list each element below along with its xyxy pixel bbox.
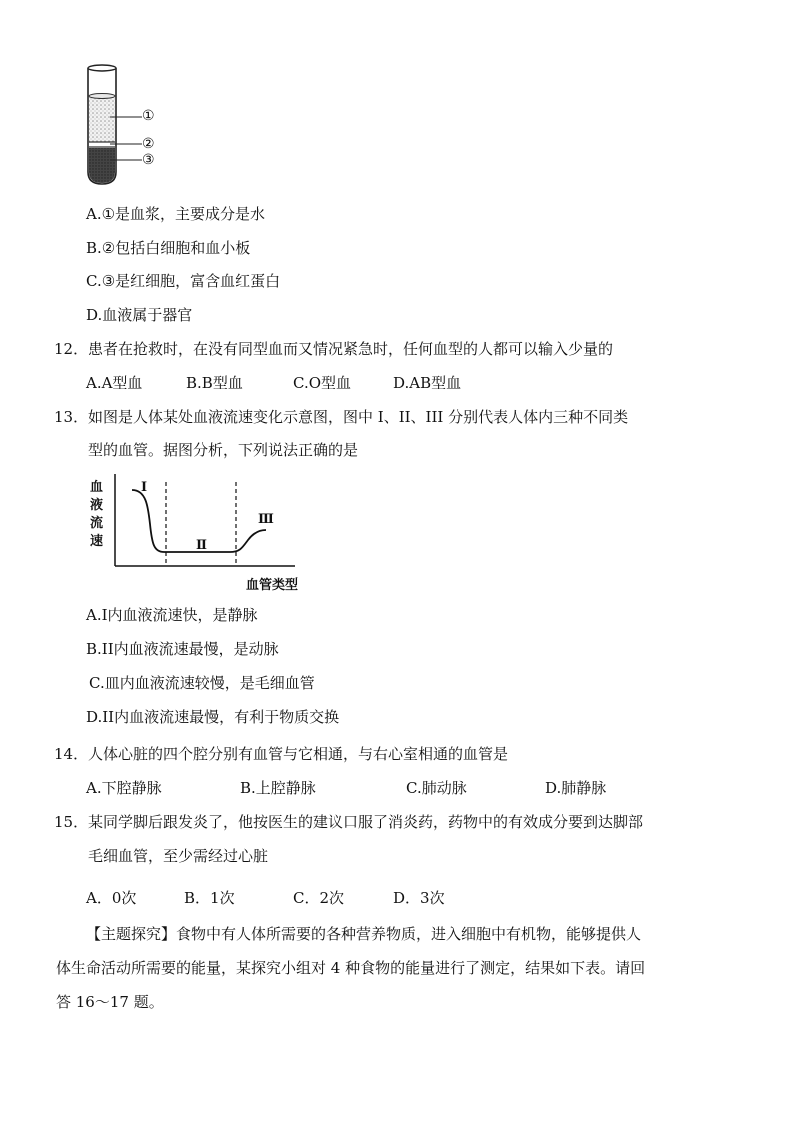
tube-label-2: ② [142, 136, 155, 152]
q11-option-a: A.①是血浆，主要成分是水 [86, 205, 266, 223]
q15-stem-line1: 某同学脚后跟发炎了，他按医生的建议口服了消炎药，药物中的有效成分要到达脚部 [88, 813, 644, 831]
region-label-3: Ⅲ [258, 512, 274, 527]
test-tube-figure [80, 60, 170, 190]
q13-stem-line2: 型的血管。据图分析，下列说法正确的是 [88, 441, 359, 459]
q12-number: 12． [54, 340, 89, 358]
q15-option-b: B．1次 [184, 889, 235, 907]
q13-option-a: A.I内血液流速快，是静脉 [86, 606, 258, 624]
q15-stem-line2: 毛细血管，至少需经过心脏 [88, 847, 269, 865]
q15-number: 15． [54, 813, 89, 831]
q13-option-d: D.II内血液流速最慢，有利于物质交换 [86, 708, 340, 726]
theme-line-1: 【主题探究】食物中有人体所需要的各种营养物质，进入细胞中有机物，能够提供人 [86, 925, 642, 943]
ylabel-char-2: 液 [90, 498, 104, 513]
ylabel-char-4: 速 [90, 534, 104, 549]
q14-number: 14． [54, 745, 89, 763]
q15-option-d: D．3次 [393, 889, 445, 907]
tube-label-1: ① [142, 108, 155, 124]
ylabel-char-3: 流 [90, 516, 104, 531]
tube-label-3: ③ [142, 152, 155, 168]
theme-line-2: 体生命活动所需要的能量，某探究小组对 4 种食物的能量进行了测定，结果如下表。请回 [56, 959, 646, 977]
q14-option-b: B.上腔静脉 [240, 779, 316, 797]
q11-option-b: B.②包括白细胞和血小板 [86, 239, 251, 257]
q13-option-c: C.皿内血液流速较慢，是毛细血管 [89, 674, 315, 692]
q12-option-d: D.AB型血 [393, 374, 462, 392]
q15-option-c: C．2次 [293, 889, 345, 907]
q12-stem: 患者在抢救时，在没有同型血而又情况紧急时，任何血型的人都可以输入少量的 [88, 340, 614, 358]
q11-option-c: C.③是红细胞，富含血红蛋白 [86, 272, 281, 290]
q14-option-d: D.肺静脉 [545, 779, 607, 797]
q12-option-b: B.B型血 [186, 374, 243, 392]
q12-option-a: A.A型血 [86, 374, 143, 392]
q13-stem-line1: 如图是人体某处血液流速变化示意图，图中 I、II、III 分别代表人体内三种不同类 [88, 408, 629, 426]
q11-option-d: D.血液属于器官 [86, 306, 193, 324]
chart-xlabel: 血管类型 [246, 578, 299, 593]
ylabel-char-1: 血 [90, 480, 104, 495]
region-label-2: Ⅱ [196, 538, 207, 553]
q13-number: 13． [54, 408, 89, 426]
region-label-1: I [141, 480, 148, 495]
q13-option-b: B.II内血液流速最慢，是动脉 [86, 640, 279, 658]
q15-option-a: A．0次 [86, 889, 137, 907]
q14-option-c: C.肺动脉 [406, 779, 467, 797]
q14-option-a: A.下腔静脉 [86, 779, 162, 797]
theme-line-3: 答 16～17 题。 [56, 993, 164, 1011]
q12-option-c: C.O型血 [293, 374, 352, 392]
q14-stem: 人体心脏的四个腔分别有血管与它相通，与右心室相通的血管是 [88, 745, 509, 763]
